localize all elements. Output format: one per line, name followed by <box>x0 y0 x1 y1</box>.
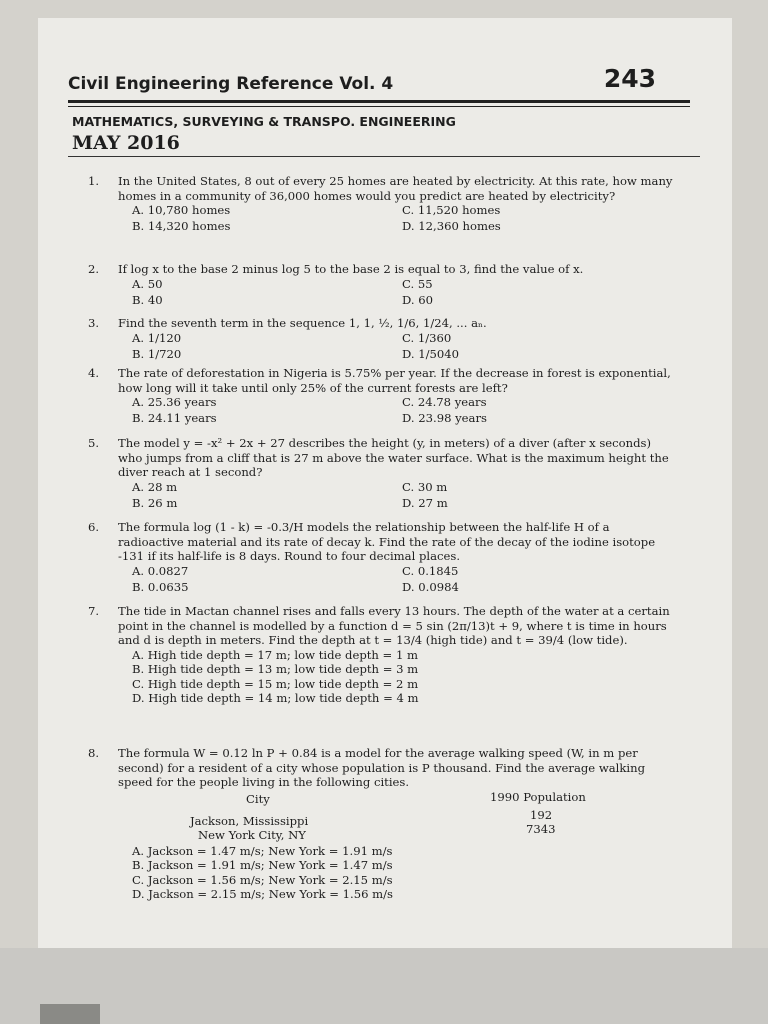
table-cell-city: Jackson, Mississippi <box>190 813 309 828</box>
options-list <box>132 648 674 706</box>
options-row <box>132 347 674 363</box>
question-6 <box>88 520 674 596</box>
option-b: B. 24.11 years <box>132 411 217 425</box>
option-c: C. 1/360 <box>402 330 452 345</box>
option-a: A. 28 m <box>132 479 178 494</box>
question-text: The formula W = 0.12 ln P + 0.84 is a model for the average walking speed (W, in m per second) for a resident of a city whose population is P thousand. Find the average walking speed for the people living in the following cities. <box>118 746 645 789</box>
option-b: B. 26 m <box>132 495 178 510</box>
option-a: A. 10,780 homes <box>132 203 231 217</box>
question-text: The tide in Mactan channel rises and falls every 13 hours. The depth of the water at a certain point in the channel is modelled by a function d = 5 sin (2π/13)t + 9, where t is time in hours and d is depth in meters. Find the depth at t = 13/4 (high tide) and t = 39/4 (low tide). <box>118 604 670 647</box>
table-cell-population: 192 <box>530 807 553 822</box>
options-row <box>132 395 674 411</box>
question-text: If log x to the base 2 minus log 5 to the base 2 is equal to 3, find the value of x. <box>118 262 584 276</box>
question-text: The model y = -x² + 2x + 27 describes the height (y, in meters) of a diver (after x seconds) who jumps from a cliff that is 27 m above the water surface. What is the maximum height the diver reach at 1 second? <box>118 436 669 479</box>
page-bottom-edge <box>0 948 768 1024</box>
option-b: B. High tide depth = 13 m; low tide depth = 3 m <box>132 662 419 676</box>
population-table <box>118 790 674 844</box>
option-c: C. 0.1845 <box>402 563 459 578</box>
option-b: B. Jackson = 1.91 m/s; New York = 1.47 m/s <box>132 858 393 872</box>
option-c: C. 55 <box>402 276 433 291</box>
question-text: Find the seventh term in the sequence 1, 1, ½, 1/6, 1/24, ... aₙ. <box>118 316 487 330</box>
option-c: C. Jackson = 1.56 m/s; New York = 2.15 m/s <box>132 872 393 887</box>
option-d: D. 0.0984 <box>402 579 459 594</box>
option-a: A. Jackson = 1.47 m/s; New York = 1.91 m/s <box>132 843 393 858</box>
question-8 <box>88 746 674 902</box>
options-list <box>132 844 674 902</box>
question-2 <box>88 262 674 309</box>
book-page <box>38 18 732 948</box>
question-number: 4. <box>88 366 100 380</box>
option-b: B. 1/720 <box>132 346 182 361</box>
options-row <box>132 411 674 427</box>
question-number: 7. <box>88 604 100 618</box>
book-title: Civil Engineering Reference Vol. 4 <box>68 74 394 94</box>
header-rule <box>68 100 690 103</box>
option-d: D. 27 m <box>402 495 448 510</box>
option-a: A. 1/120 <box>132 330 182 345</box>
option-d: D. 23.98 years <box>402 411 487 425</box>
option-a: A. High tide depth = 17 m; low tide depth = 1 m <box>132 647 419 662</box>
table-header-city: City <box>246 791 270 806</box>
section-rule <box>68 156 700 157</box>
binding-mark <box>40 1004 100 1024</box>
option-d: D. 60 <box>402 292 434 307</box>
table-header-population: 1990 Population <box>490 789 586 804</box>
option-a: A. 0.0827 <box>132 563 189 578</box>
question-text: In the United States, 8 out of every 25 homes are heated by electricity. At this rate, how many homes in a community of 36,000 homes would you predict are heated by electricity? <box>118 174 673 203</box>
option-d: D. 12,360 homes <box>402 219 501 233</box>
table-cell-city: New York City, NY <box>198 827 306 842</box>
option-d: D. High tide depth = 14 m; low tide depth = 4 m <box>132 691 419 705</box>
options-row <box>132 480 674 496</box>
option-a: A. 25.36 years <box>132 395 217 409</box>
option-c: C. High tide depth = 15 m; low tide depth = 2 m <box>132 676 419 691</box>
question-5 <box>88 436 674 512</box>
question-number: 3. <box>88 316 100 330</box>
question-4 <box>88 366 674 427</box>
question-3 <box>88 316 674 363</box>
question-7 <box>88 604 674 706</box>
question-1 <box>88 174 674 235</box>
exam-heading: MAY 2016 <box>72 132 180 154</box>
option-c: C. 24.78 years <box>402 395 487 409</box>
options-row <box>132 496 674 512</box>
page-number: 243 <box>603 64 656 93</box>
options-row <box>132 564 674 580</box>
options-row <box>132 293 674 309</box>
option-a: A. 50 <box>132 276 163 291</box>
question-number: 6. <box>88 520 100 534</box>
question-text: The rate of deforestation in Nigeria is 5.75% per year. If the decrease in forest is exponential, how long will it take until only 25% of the current forests are left? <box>118 366 671 395</box>
option-b: B. 40 <box>132 292 163 307</box>
question-number: 8. <box>88 746 100 760</box>
options-row <box>132 580 674 596</box>
question-text: The formula log (1 - k) = -0.3/H models the relationship between the half-life H of a radioactive material and its rate of decay k. Find the rate of the decay of the iodine isotope -131 if its half-life is 8 days. Round to four decimal places. <box>118 520 656 563</box>
header-rule-thin <box>68 106 690 107</box>
question-number: 2. <box>88 262 100 276</box>
options-row <box>132 219 674 235</box>
option-b: B. 14,320 homes <box>132 219 231 233</box>
options-row <box>132 277 674 293</box>
section-heading: MATHEMATICS, SURVEYING & TRANSPO. ENGINEERING <box>72 114 456 129</box>
question-number: 1. <box>88 174 100 188</box>
option-d: D. 1/5040 <box>402 346 460 361</box>
option-d: D. Jackson = 2.15 m/s; New York = 1.56 m/s <box>132 887 393 901</box>
option-b: B. 0.0635 <box>132 579 189 594</box>
table-cell-population: 7343 <box>526 821 556 836</box>
option-c: C. 30 m <box>402 479 448 494</box>
option-c: C. 11,520 homes <box>402 203 501 217</box>
question-number: 5. <box>88 436 100 450</box>
options-row <box>132 203 674 219</box>
options-row <box>132 331 674 347</box>
